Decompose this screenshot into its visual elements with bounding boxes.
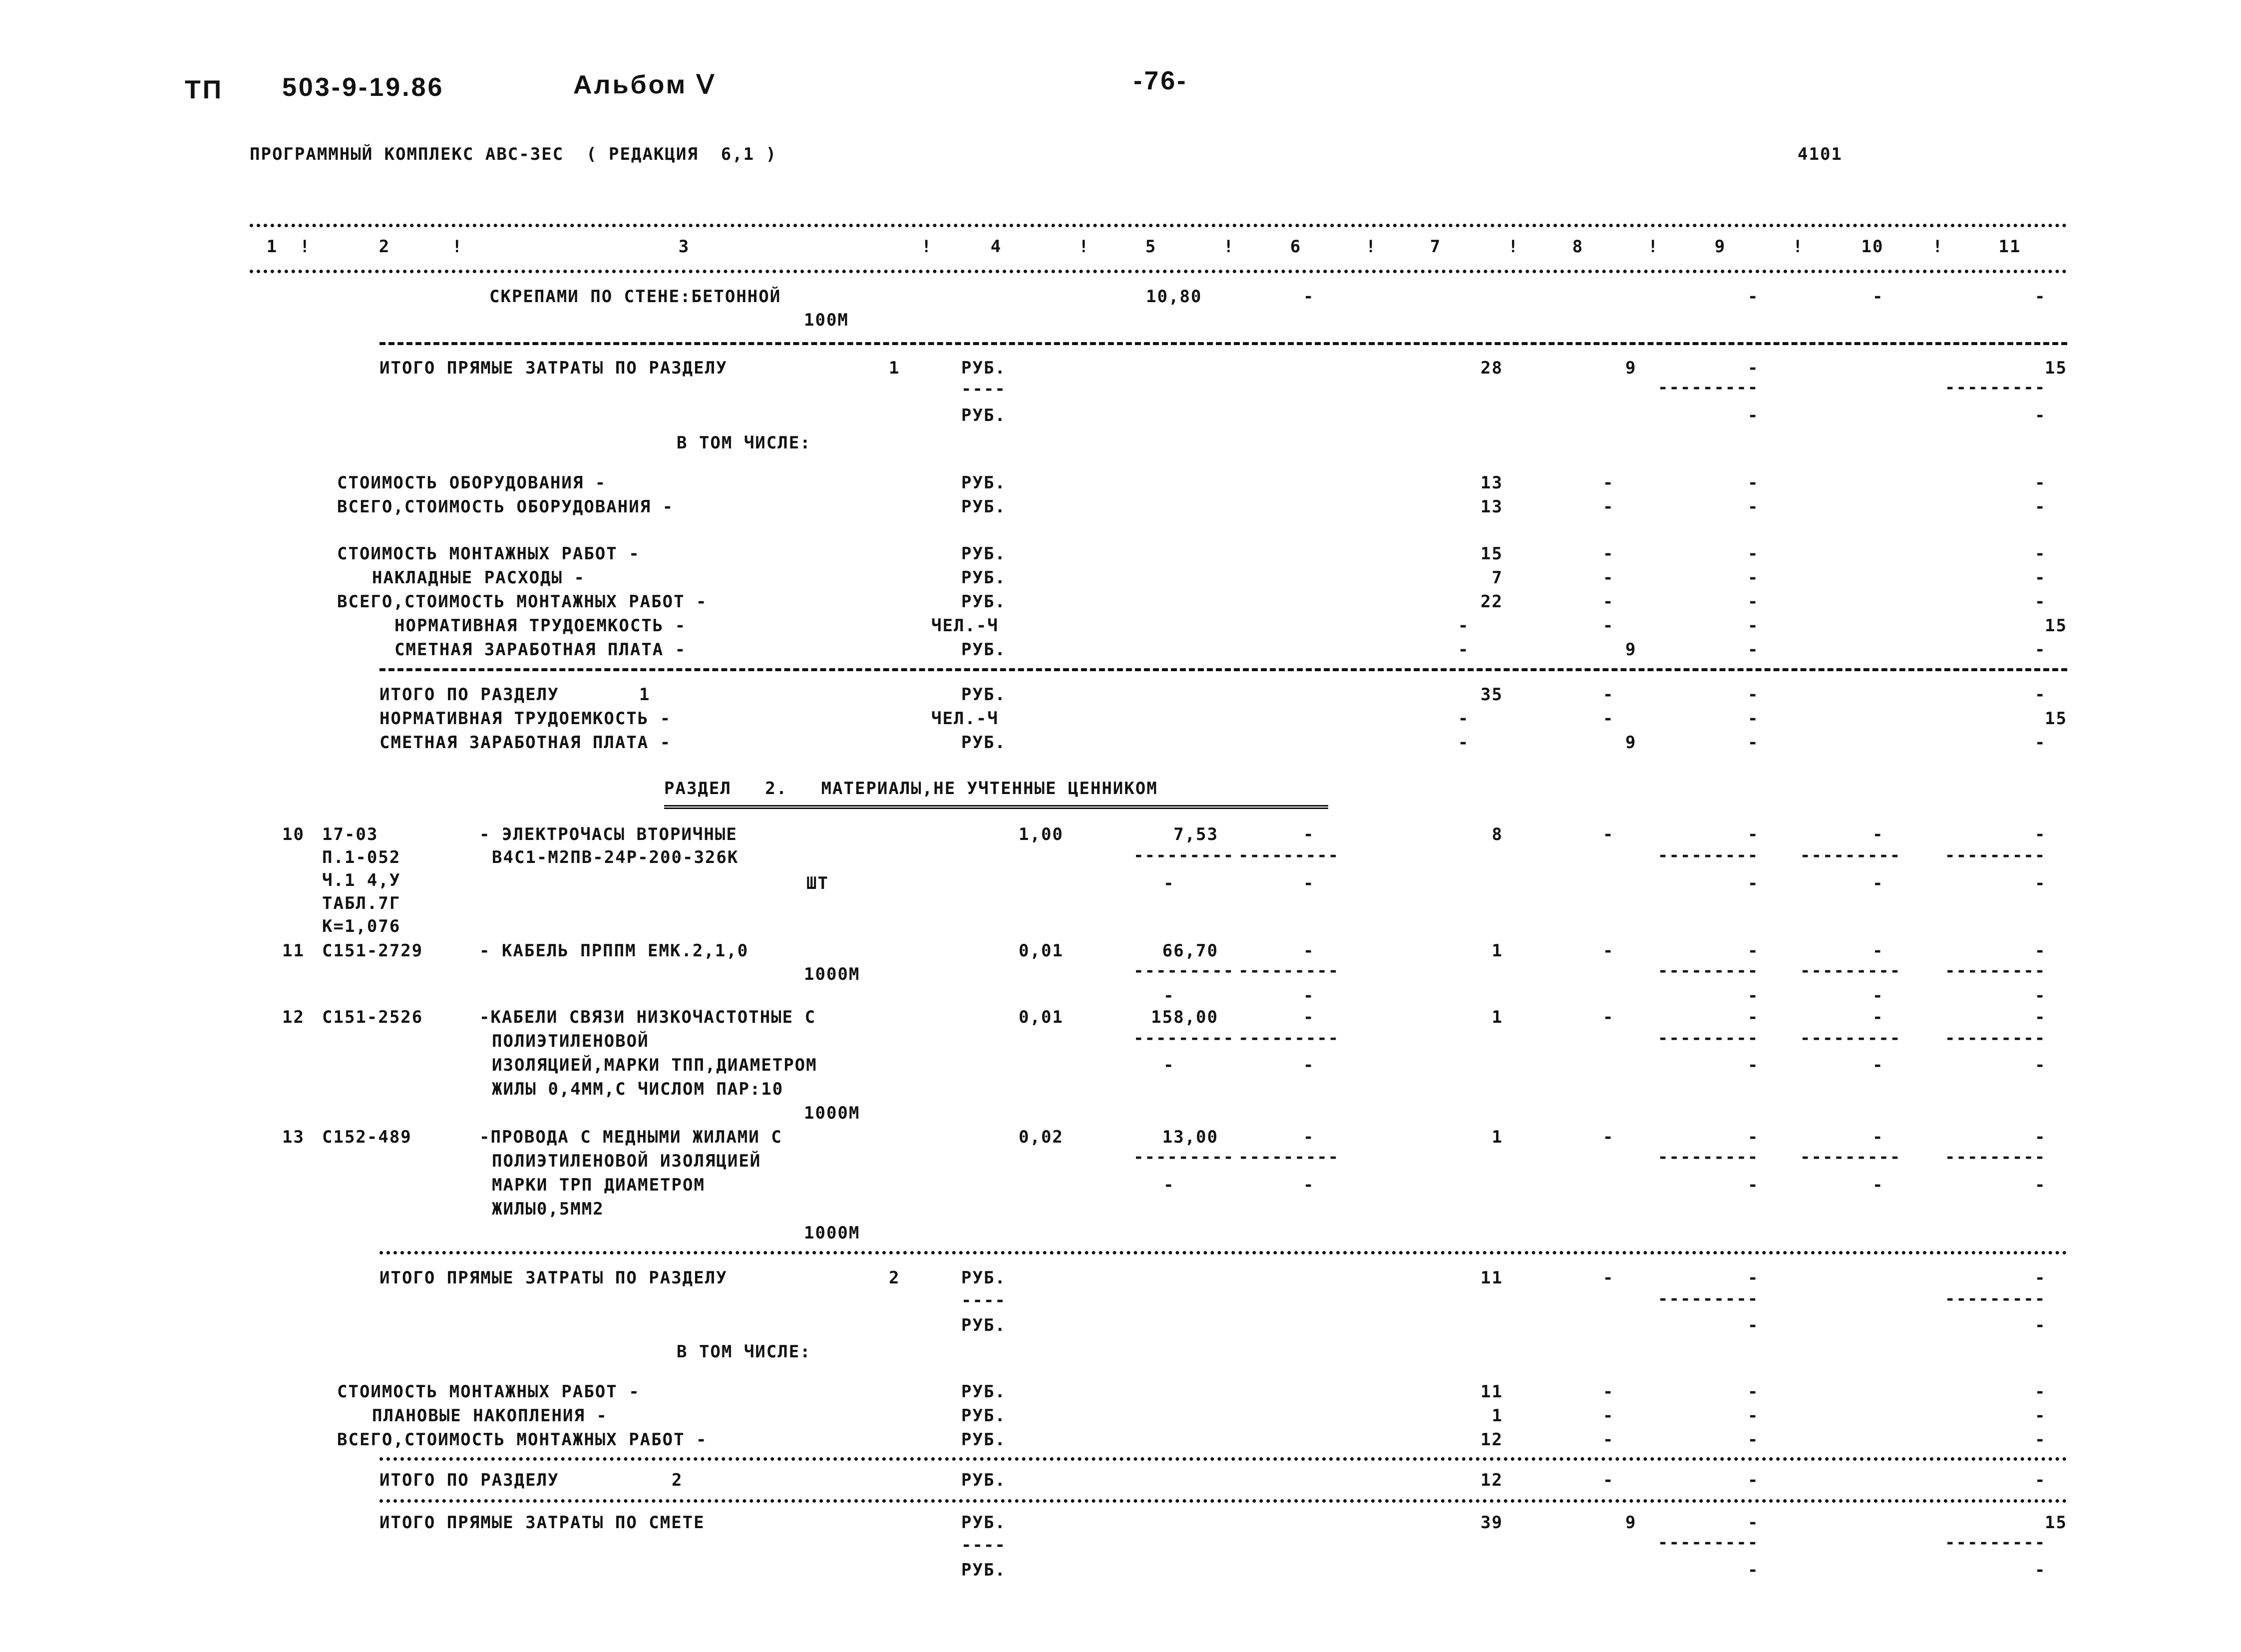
cell-col7: 11 [1481,1382,1503,1402]
dash-cell: - [1748,497,1759,517]
itogo-section2-label: ИТОГО ПРЯМЫЕ ЗАТРАТЫ ПО РАЗДЕЛУ [379,1268,728,1288]
item-text: ПОЛИЭТИЛЕНОВОЙ [492,1031,649,1051]
dash-cell: - [1748,406,1759,425]
dash-cell: - [1303,825,1315,844]
row-unit: 100М [804,310,849,330]
cell-col5: 66,70 [1162,941,1218,961]
col-6-header: 6 [1290,237,1302,257]
dash-cell: - [1163,1175,1175,1195]
section2-title: РАЗДЕЛ 2. МАТЕРИАЛЫ,НЕ УЧТЕННЫЕ ЦЕННИКОМ [664,779,1158,799]
dash-cell: - [1748,733,1759,753]
itogo-section1-num: 1 [889,358,900,378]
dash-line-cell: --------- [1658,1289,1759,1309]
unit-rub: РУБ. [961,1430,1006,1450]
cell-col7: 11 [1481,1268,1503,1288]
dash-cell: - [1748,568,1759,588]
item-number: 10 [282,825,305,844]
dash-line-cell: --------- [1238,961,1340,981]
dash-cell: - [1748,1560,1759,1580]
dash-cell: - [2035,568,2046,588]
dash-line-cell: --------- [1945,1533,2046,1553]
dash-cell: - [2035,825,2046,844]
item-text: -КАБЕЛИ СВЯЗИ НИЗКОЧАСТОТНЫЕ С [479,1007,816,1027]
dash-cell: - [1748,1268,1759,1288]
dash-cell: - [2035,1175,2046,1195]
document-number: 4101 [1798,144,1843,164]
dash-cell: - [1163,873,1175,893]
cell-col7: 1 [1492,1406,1503,1426]
dash-line-cell: --------- [1658,845,1759,865]
unit-chel: ЧЕЛ.-Ч [931,709,999,729]
dash-line-cell: --------- [1133,845,1235,865]
dash-line-cell: --------- [1238,1028,1340,1048]
item-number: 12 [282,1007,305,1027]
dash-cell: - [1603,1470,1614,1490]
item-code: С152-489 [322,1127,412,1147]
cell-col7: 12 [1481,1470,1503,1490]
cell-col8: 9 [1625,640,1637,660]
dash-cell: - [1748,825,1759,844]
dash-cell: - [1872,1007,1884,1027]
dash-cell: - [1748,1382,1759,1402]
dash-cell: - [2035,1382,2046,1402]
dash-cell: - [2035,1430,2046,1450]
dash-line-cell: --------- [1658,1028,1759,1048]
item-code: ТАБЛ.7Г [322,893,401,913]
dash-line-cell: --------- [1945,845,2046,865]
unit-rub: РУБ. [961,733,1006,753]
section-num: 1 [639,685,651,705]
unit-rub: РУБ. [961,685,1006,705]
unit-rub: РУБ. [961,568,1006,588]
section-rule [379,1251,2067,1254]
dash-line-cell: --------- [1945,1289,2046,1309]
col-3-header: 3 [678,237,690,257]
unit-rub: РУБ. [961,1406,1006,1426]
dash-cell: - [1458,709,1470,729]
dash-line-cell: --------- [1945,1028,2046,1048]
unit-chel: ЧЕЛ.-Ч [931,616,999,636]
dash-cell: - [1303,1127,1315,1147]
item-code: 17-03 [322,825,378,844]
item-code: К=1,076 [322,916,401,936]
dash-cell: - [1748,1007,1759,1027]
row-label: СТОИМОСТЬ МОНТАЖНЫХ РАБОТ - [337,544,640,564]
section-rule [379,342,2067,345]
col-1-header: 1 [266,237,278,257]
cell-col5: 13,00 [1162,1127,1218,1147]
row-label: ПЛАНОВЫЕ НАКОПЛЕНИЯ - [372,1406,608,1426]
dash-line-cell: --------- [1800,961,1901,981]
row-label: СТОИМОСТЬ МОНТАЖНЫХ РАБОТ - [337,1382,640,1402]
cell-col4: 1,00 [1019,825,1064,844]
dash-cell: - [1748,358,1759,378]
dash-cell: - [2035,544,2046,564]
dash-cell: - [2035,287,2046,307]
dash-cell: - [1603,616,1614,636]
cell-col5: 158,00 [1151,1007,1218,1027]
col-11-header: 11 [1998,237,2021,257]
col-4-header: 4 [990,237,1002,257]
dash-cell: - [1748,709,1759,729]
row-col5: 10,80 [1146,287,1202,307]
dash-cell: - [2035,685,2046,705]
row-label: НОРМАТИВНАЯ ТРУДОЕМКОСТЬ - [394,616,687,636]
item-text: ЖИЛЫ 0,4ММ,С ЧИСЛОМ ПАР:10 [492,1079,784,1099]
item-unit: 1000М [804,1103,860,1123]
item-text: - КАБЕЛЬ ПРППМ ЕМК.2,1,0 [479,941,749,961]
itogo-smeta-label: ИТОГО ПРЯМЫЕ ЗАТРАТЫ ПО СМЕТЕ [379,1513,705,1533]
dash-cell: - [1748,1513,1759,1533]
item-text: ЖИЛЫ0,5ММ2 [492,1199,604,1219]
unit-rub: РУБ. [961,473,1006,493]
dash-cell: - [1603,825,1614,844]
dash-cell: - [1603,1127,1614,1147]
cell-col8: 9 [1625,358,1637,378]
row-label: ВСЕГО,СТОИМОСТЬ МОНТАЖНЫХ РАБОТ - [337,592,708,612]
item-unit: ШТ [806,873,829,893]
dash-cell: - [1748,544,1759,564]
dash-cell: - [2035,1560,2046,1580]
dash-cell: - [1872,1055,1884,1075]
dash-cell: - [1748,1430,1759,1450]
header-bottom-rule [250,270,2067,273]
dash-cell: - [1748,592,1759,612]
cell-col8: 9 [1625,733,1637,753]
row-label: НАКЛАДНЫЕ РАСХОДЫ - [372,568,585,588]
dash-cell: - [1603,497,1614,517]
dash-cell: - [1872,986,1884,1006]
dash-cell: - [1603,1430,1614,1450]
cell-col7: 1 [1492,1007,1503,1027]
dash-cell: - [1603,544,1614,564]
dash-cell: - [2035,873,2046,893]
album-label: Альбом Ⅴ [573,70,717,99]
dash-cell: - [1748,873,1759,893]
dash-cell: - [1748,640,1759,660]
unit-rub: РУБ. [961,592,1006,612]
item-unit: 1000М [804,1223,860,1243]
item-code: С151-2526 [322,1007,423,1027]
cell-col7: 13 [1481,473,1503,493]
cell-col4: 0,02 [1019,1127,1064,1147]
dash-line-cell: --------- [1238,1147,1340,1167]
item-text: ИЗОЛЯЦИЕЙ,МАРКИ ТПП,ДИАМЕТРОМ [492,1055,817,1075]
dash-line-cell: --------- [1133,1028,1235,1048]
cell-col11: 15 [2045,709,2067,729]
cell-col7: 8 [1492,825,1503,844]
dash-line-cell: --------- [1945,1147,2046,1167]
row-text: СКРЕПАМИ ПО СТЕНЕ:БЕТОННОЙ [489,287,781,307]
unit-dashes: ---- [961,379,1006,399]
item-number: 13 [282,1127,305,1147]
cell-col7: 35 [1481,685,1503,705]
section-rule [379,1457,2067,1461]
row-label: ИТОГО ПО РАЗДЕЛУ [379,685,559,705]
cell-col11: 15 [2045,358,2067,378]
section2-underline [664,805,1328,809]
dash-cell: - [2035,1127,2046,1147]
section-rule [379,1499,2067,1503]
dash-cell: - [1163,986,1175,1006]
page-number: -76- [1133,66,1188,95]
row-label: СТОИМОСТЬ ОБОРУДОВАНИЯ - [337,473,607,493]
row-label: СМЕТНАЯ ЗАРАБОТНАЯ ПЛАТА - [394,640,687,660]
dash-cell: - [1872,941,1884,961]
dash-line-cell: --------- [1945,961,2046,981]
unit-rub: РУБ. [961,1315,1006,1335]
item-text: ПОЛИЭТИЛЕНОВОЙ ИЗОЛЯЦИЕЙ [492,1151,761,1171]
dash-line-cell: --------- [1133,961,1235,981]
unit-rub: РУБ. [961,1268,1006,1288]
dash-cell: - [1303,986,1315,1006]
tp-label: ТП [185,75,224,104]
unit-rub: РУБ. [961,1470,1006,1490]
item-code: П.1-052 [322,847,401,867]
dash-cell: - [1748,1055,1759,1075]
itogo-section2-num: 2 [889,1268,900,1288]
unit-rub: РУБ. [961,640,1006,660]
dash-cell: - [1303,1175,1315,1195]
dash-cell: - [1603,1406,1614,1426]
dash-line-cell: --------- [1800,1147,1901,1167]
dash-cell: - [1872,1127,1884,1147]
dash-line-cell: --------- [1945,378,2046,398]
dash-cell: - [1458,616,1470,636]
dash-cell: - [1303,873,1315,893]
dash-cell: - [1872,873,1884,893]
dash-line-cell: --------- [1658,378,1759,398]
dash-cell: - [2035,986,2046,1006]
dash-cell: - [1458,640,1470,660]
unit-rub: РУБ. [961,1382,1006,1402]
dash-cell: - [1748,941,1759,961]
item-code: С151-2729 [322,941,423,961]
dash-cell: - [1748,473,1759,493]
cell-col5: 7,53 [1173,825,1218,844]
project-code: 503-9-19.86 [282,73,444,102]
dash-line-cell: --------- [1658,961,1759,981]
dash-cell: - [2035,1406,2046,1426]
dash-cell: - [2035,497,2046,517]
item-text: -ПРОВОДА С МЕДНЫМИ ЖИЛАМИ С [479,1127,782,1147]
col-8-header: 8 [1572,237,1584,257]
dash-cell: - [2035,473,2046,493]
cell-col7: 13 [1481,497,1503,517]
dash-line-cell: --------- [1800,1028,1901,1048]
item-number: 11 [282,941,305,961]
dash-cell: - [1303,1007,1315,1027]
cell-col11: 15 [2045,1513,2067,1533]
cell-col7: 28 [1481,358,1503,378]
dash-cell: - [1303,941,1315,961]
dash-cell: - [1872,825,1884,844]
cell-col7: 39 [1481,1513,1503,1533]
col-10-header: 10 [1861,237,1884,257]
dash-cell: - [1458,733,1470,753]
dash-cell: - [1872,1175,1884,1195]
dash-cell: - [2035,941,2046,961]
dash-cell: - [2035,1007,2046,1027]
row-label: СМЕТНАЯ ЗАРАБОТНАЯ ПЛАТА - [379,733,672,753]
col-7-header: 7 [1430,237,1442,257]
unit-rub: РУБ. [961,1560,1006,1580]
dash-cell: - [1603,941,1614,961]
dash-cell: - [1748,1315,1759,1335]
dash-cell: - [1748,1175,1759,1195]
dash-cell: - [2035,1268,2046,1288]
dash-cell: - [1603,1382,1614,1402]
cell-col11: 15 [2045,616,2067,636]
cell-col7: 1 [1492,941,1503,961]
dash-cell: - [1748,1406,1759,1426]
item-text: - ЭЛЕКТРОЧАСЫ ВТОРИЧНЫЕ [479,825,738,844]
row-label: ВСЕГО,СТОИМОСТЬ ОБОРУДОВАНИЯ - [337,497,674,517]
dash-line-cell: --------- [1238,845,1340,865]
col-2-header: 2 [378,237,390,257]
cell-col7: 12 [1481,1430,1503,1450]
dash-cell: - [2035,1470,2046,1490]
col-5-header: 5 [1145,237,1157,257]
dash-cell: - [2035,1315,2046,1335]
section-num: 2 [672,1470,683,1490]
unit-dashes: ---- [961,1535,1006,1555]
table-top-rule [250,224,2067,227]
dash-cell: - [1748,616,1759,636]
dash-cell: - [1748,1127,1759,1147]
item-code: Ч.1 4,У [322,870,401,890]
dash-cell: - [1603,685,1614,705]
cell-col7: 1 [1492,1127,1503,1147]
dash-cell: - [2035,733,2046,753]
cell-col4: 0,01 [1019,1007,1064,1027]
item-unit: 1000М [804,964,860,984]
cell-col7: 22 [1481,592,1503,612]
unit-rub: РУБ. [961,497,1006,517]
dash-cell: - [1748,986,1759,1006]
dash-cell: - [1603,473,1614,493]
dash-line-cell: --------- [1800,845,1901,865]
unit-dashes: ---- [961,1290,1006,1310]
row-label: ВСЕГО,СТОИМОСТЬ МОНТАЖНЫХ РАБОТ - [337,1430,708,1450]
dash-cell: - [1603,1268,1614,1288]
dash-cell: - [1603,568,1614,588]
row-label: ИТОГО ПО РАЗДЕЛУ [379,1470,559,1490]
unit-rub: РУБ. [961,358,1006,378]
unit-rub: РУБ. [961,406,1006,425]
col-9-header: 9 [1714,237,1726,257]
section-rule [379,668,2067,671]
dash-cell: - [1748,287,1759,307]
program-line: ПРОГРАММНЫЙ КОМПЛЕКС АВС-3ЕС ( РЕДАКЦИЯ 6,1 ) [250,144,777,164]
row-label: НОРМАТИВНАЯ ТРУДОЕМКОСТЬ - [379,709,672,729]
unit-rub: РУБ. [961,1513,1006,1533]
item-text: МАРКИ ТРП ДИАМЕТРОМ [492,1175,705,1195]
itogo-section1-label: ИТОГО ПРЯМЫЕ ЗАТРАТЫ ПО РАЗДЕЛУ [379,358,728,378]
dash-cell: - [1603,1007,1614,1027]
dash-cell: - [1748,1470,1759,1490]
cell-col7: 15 [1481,544,1503,564]
cell-col4: 0,01 [1019,941,1064,961]
dash-cell: - [1748,685,1759,705]
dash-cell: - [1163,1055,1175,1075]
dash-cell: - [2035,406,2046,425]
unit-rub: РУБ. [961,544,1006,564]
dash-line-cell: --------- [1658,1533,1759,1553]
dash-cell: - [1872,287,1884,307]
cell-col7: 7 [1492,568,1503,588]
dash-cell: - [1603,592,1614,612]
cell-col8: 9 [1625,1513,1637,1533]
dash-cell: - [2035,1055,2046,1075]
dash-cell: - [1303,287,1315,307]
v-tom-chisle: В ТОМ ЧИСЛЕ: [677,1342,811,1362]
dash-cell: - [2035,640,2046,660]
dash-cell: - [1303,1055,1315,1075]
dash-cell: - [2035,592,2046,612]
dash-cell: - [1603,709,1614,729]
item-text: В4С1-М2ПВ-24Р-200-326К [492,847,739,867]
dash-line-cell: --------- [1658,1147,1759,1167]
v-tom-chisle: В ТОМ ЧИСЛЕ: [677,433,811,453]
dash-line-cell: --------- [1133,1147,1235,1167]
